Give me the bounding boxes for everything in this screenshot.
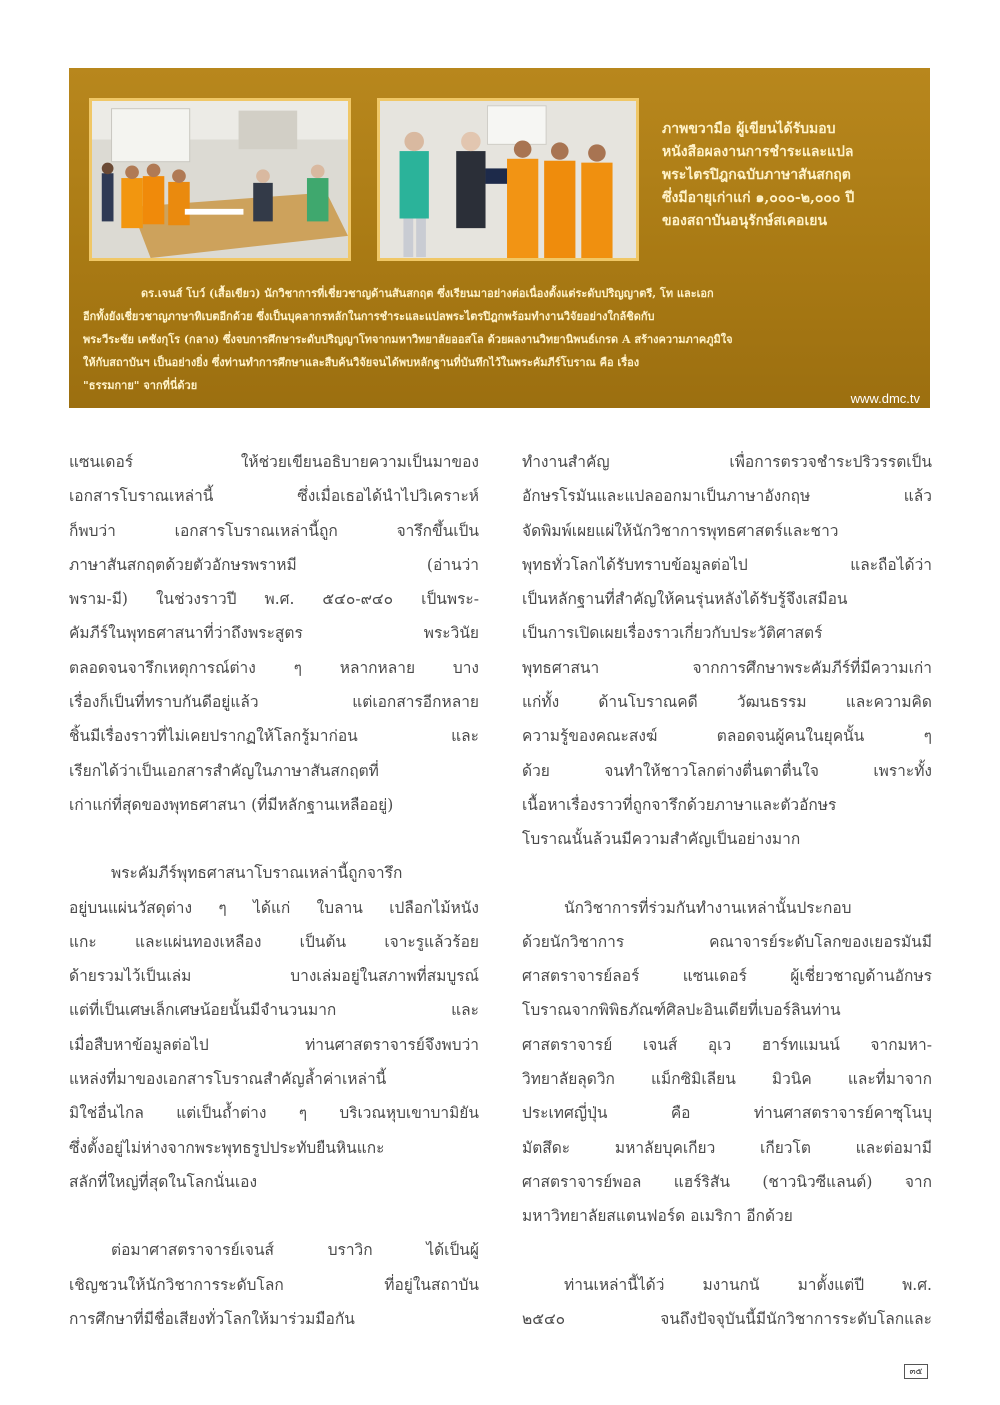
caption-line: "ธรรมกาย" จากที่นี่ด้วย <box>83 379 198 392</box>
bottom-photo-caption <box>83 282 917 397</box>
text-line: ทำงานสำคัญ เพื่อการตรวจชำระปริวรรตเป็น <box>522 453 932 471</box>
left-text-column <box>69 445 479 1336</box>
text-line: ความรู้ของคณะสงฆ์ ตลอดจนผู้คนในยุคนั้น ๆ <box>522 727 932 746</box>
text-line: การศึกษาที่มีชื่อเสียงทั่วโลกให้มาร่วมมือกัน <box>69 1309 355 1328</box>
text-line: ศาสตราจารย์พอล แฮร์ริสัน (ชาวนิวซีแลนด์) จาก <box>522 1172 932 1191</box>
text-line: เรียกได้ว่าเป็นเอกสารสำคัญในภาษาสันสกฤตที่ <box>69 761 379 780</box>
text-line: แหล่งที่มาของเอกสารโบราณสำคัญล้ำค่าเหล่านี้ <box>69 1070 387 1089</box>
text-line: แต่ที่เป็นเศษเล็กเศษน้อยนั้นมีจำนวนมาก และ <box>69 1001 479 1020</box>
text-line: เนื้อหาเรื่องราวที่ถูกจารึกด้วยภาษาและตัวอักษร <box>522 795 837 814</box>
caption-line: อีกทั้งยังเชี่ยวชาญภาษาทิเบตอีกด้วย ซึ่งเป็นบุคลากรหลักในการชำระและแปลพระไตรปิฎกพร้อมทำงานวิจัยอย่างใกล้ชิดกับ <box>83 310 655 323</box>
text-line: พราม-มี) ในช่วงราวปี พ.ศ. ๕๔๐-๙๔๐ เป็นพระ- <box>69 590 479 609</box>
text-line: ตลอดจนจารึกเหตุการณ์ต่าง ๆ หลากหลาย บาง <box>69 658 479 677</box>
handover-image <box>380 101 636 258</box>
paragraph <box>69 445 479 822</box>
site-logo: www.dmc.tv <box>850 391 920 406</box>
caption-line: ดร.เจนส์ โบว์ (เสื้อเขียว) นักวิชาการที่เชี่ยวชาญด้านสันสกฤต ซึ่งเรียนมาอย่างต่อเนื่องตั้งแต่ระดับปริญญาตรี, โท และเอก <box>141 287 714 300</box>
text-line: วิทยาลัยลุดวิก แม็กซิมิเลียน มิวนิค และที่มาจาก <box>522 1070 932 1089</box>
text-line: เมื่อสืบหาข้อมูลต่อไป ท่านศาสตราจารย์จึงพบว่า <box>69 1035 479 1054</box>
text-line: มัตสึดะ มหาลัยบุคเกียว เกียวโต และต่อมามี <box>522 1138 932 1157</box>
text-line: คัมภีร์ในพุทธศาสนาที่ว่าถึงพระสูตร พระวินัย <box>69 624 479 643</box>
handover-photo <box>377 98 639 261</box>
text-line: ซึ่งตั้งอยู่ไม่ห่างจากพระพุทธรูปประทับยืนหินแกะ <box>69 1138 385 1157</box>
text-line: ด้วย จนทำให้ชาวโลกต่างตื่นตาตื่นใจ เพราะทั้ง <box>522 761 932 780</box>
text-line: อยู่บนแผ่นวัสดุต่าง ๆ ได้แก่ ใบลาน เปลือกไม้หนัง <box>69 898 479 917</box>
meeting-room-image <box>92 101 348 258</box>
paragraph <box>522 445 932 857</box>
text-line: เชิญชวนให้นักวิชาการระดับโลก ที่อยู่ในสถาบัน <box>69 1275 479 1294</box>
text-line: ต่อมาศาสตราจารย์เจนส์ บราวิก ได้เป็นผู้ <box>111 1241 479 1260</box>
caption-line: ภาพขวามือ ผู้เขียนได้รับมอบ <box>662 121 836 137</box>
caption-line: หนังสือผลงานการชำระและแปล <box>662 144 854 160</box>
caption-line: พระไตรปิฎกฉบับภาษาสันสกฤต <box>662 167 851 183</box>
paragraph <box>522 1268 932 1337</box>
text-line: พระคัมภีร์พุทธศาสนาโบราณเหล่านี้ถูกจารึก <box>111 864 403 883</box>
text-line: แก่ทั้ง ด้านโบราณคดี วัฒนธรรม และความคิด <box>522 693 932 712</box>
text-line: มิใช่อื่นไกล แต่เป็นถ้ำต่าง ๆ บริเวณหุบเขาบามิยัน <box>69 1104 479 1123</box>
text-line: ก็พบว่า เอกสารโบราณเหล่านี้ถูก จารึกขึ้นเป็น <box>69 521 479 540</box>
paragraph <box>522 891 932 1234</box>
text-line: โบราณจากพิพิธภัณฑ์ศิลปะอินเดียที่เบอร์ลินท่าน <box>522 1001 841 1020</box>
text-line: นักวิชาการที่ร่วมกันทำงานเหล่านั้นประกอบ <box>564 898 852 917</box>
text-line: ชิ้นมีเรื่องราวที่ไม่เคยปรากฏให้โลกรู้มาก่อน และ <box>69 727 479 746</box>
text-line: ด้ายรวมไว้เป็นเล่ม บางเล่มอยู่ในสภาพที่สมบูรณ์ <box>69 967 479 986</box>
photo-banner <box>69 68 930 408</box>
paragraph <box>69 1233 479 1336</box>
text-line: อักษรโรมันและแปลออกมาเป็นภาษาอังกฤษ แล้ว <box>522 487 932 506</box>
text-line: มหาวิทยาลัยสแตนฟอร์ด อเมริกา อีกด้วย <box>522 1207 793 1226</box>
text-line: ท่านเหล่านี้ได้ว่ มงานกนั มาตั้งแต่ปี พ.ศ. <box>564 1275 932 1294</box>
text-line: ประเทศญี่ปุ่น คือ ท่านศาสตราจารย์คาซุโนบุ <box>522 1104 932 1123</box>
text-line: ภาษาสันสกฤตด้วยตัวอักษรพราหมี (อ่านว่า <box>69 555 479 574</box>
text-line: ศาสตราจารย์ เจนส์ อุเว ฮาร์ทแมนน์ จากมหา- <box>522 1035 932 1054</box>
text-line: เรื่องก็เป็นที่ทราบกันดีอยู่แล้ว แต่เอกสารอีกหลาย <box>69 693 479 712</box>
page-number: ๓๕ <box>904 1364 928 1379</box>
meeting-room-photo <box>89 98 351 261</box>
text-line: เป็นการเปิดเผยเรื่องราวเกี่ยวกับประวัติศาสตร์ <box>522 624 823 643</box>
right-photo-caption <box>662 118 922 233</box>
text-line: เก่าแก่ที่สุดของพุทธศาสนา (ที่มีหลักฐานเหลืออยู่) <box>69 795 394 814</box>
text-line: เป็นหลักฐานที่สำคัญให้คนรุ่นหลังได้รับรู้จึงเสมือน <box>522 590 848 609</box>
caption-line: พระวีระชัย เตชังกุโร (กลาง) ซึ่งจบการศึกษาระดับปริญญาโทจากมหาวิทยาลัยออสโล ด้วยผลงานวิทยานิพนธ์เกรด A สร้างความภาคภูมิใจ <box>83 333 733 346</box>
text-line: ศาสตราจารย์ลอร์ แซนเดอร์ ผู้เชี่ยวชาญด้านอักษร <box>522 967 932 986</box>
text-line: พุทธศาสนา จากการศึกษาพระคัมภีร์ที่มีความเก่า <box>522 658 932 677</box>
right-text-column <box>522 445 932 1336</box>
text-line: ด้วยนักวิชาการ คณาจารย์ระดับโลกของเยอรมันมี <box>522 932 932 951</box>
text-line: สลักที่ใหญ่ที่สุดในโลกนั่นเอง <box>69 1172 258 1191</box>
caption-line: ซึ่งมีอายุเก่าแก่ ๑,๐๐๐-๒,๐๐๐ ปี <box>662 190 855 206</box>
paragraph <box>69 856 479 1199</box>
text-line: เอกสารโบราณเหล่านี้ ซึ่งเมื่อเธอได้นำไปวิเคราะห์ <box>69 487 479 506</box>
text-line: จัดพิมพ์เผยแผ่ให้นักวิชาการพุทธศาสตร์และชาว <box>522 521 839 540</box>
text-line: พุทธทั่วโลกได้รับทราบข้อมูลต่อไป และถือได้ว่า <box>522 555 932 574</box>
text-line: ๒๕๔๐ จนถึงปัจจุบันนี้มีนักวิชาการระดับโลกและ <box>522 1309 932 1328</box>
text-line: แซนเดอร์ ให้ช่วยเขียนอธิบายความเป็นมาของ <box>69 453 479 471</box>
text-line: แกะ และแผ่นทองเหลือง เป็นต้น เจาะรูแล้วร้อย <box>69 932 479 951</box>
caption-line: ของสถาบันอนุรักษ์สเคอเยน <box>662 213 828 229</box>
text-line: โบราณนั้นล้วนมีความสำคัญเป็นอย่างมาก <box>522 830 801 849</box>
caption-line: ให้กับสถาบันฯ เป็นอย่างยิ่ง ซึ่งท่านทำการศึกษาและสืบค้นวิจัยจนได้พบหลักฐานที่บันทึกไว้ในพระคัมภีร์โบราณ คือ เรื่อง <box>83 356 640 369</box>
